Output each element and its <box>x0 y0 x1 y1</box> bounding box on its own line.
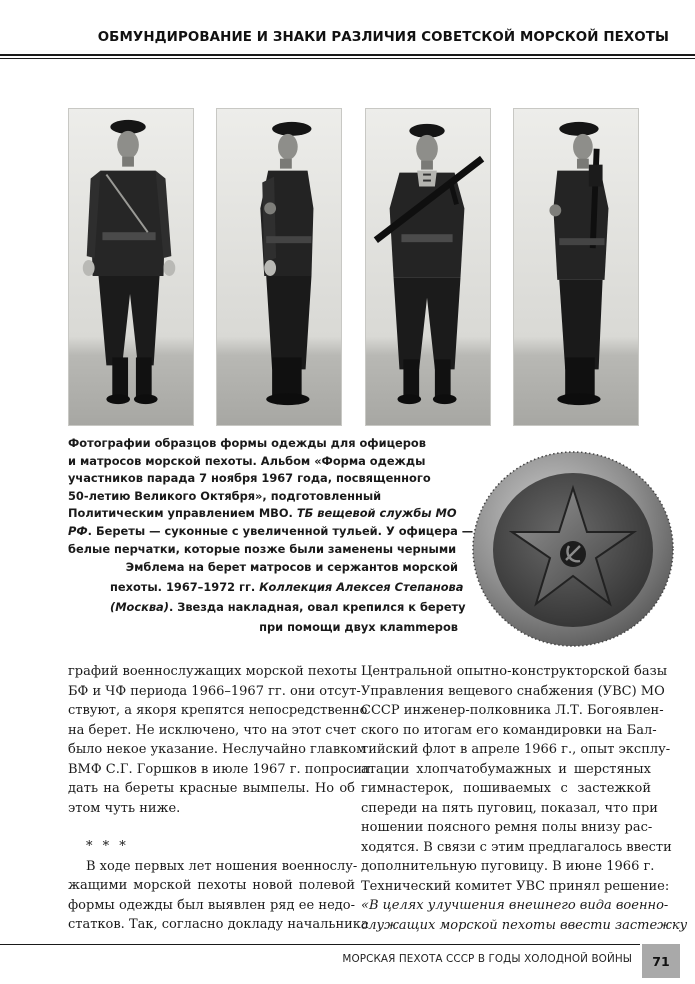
body-line: Центральной опытно-конструкторской базы <box>361 664 668 679</box>
body-line: СССР инженер-полковника Л.Т. Богоявлен- <box>361 703 664 718</box>
header-rule-thin <box>0 58 695 59</box>
caption-text: . Береты — суконные с увеличенной тульей. У офицера — <box>87 523 474 538</box>
body-line: формы одежды был выявлен ряд ее недо- <box>68 897 355 913</box>
soldier-front-photo <box>68 108 194 426</box>
quoted-line: «В целях улучшения внешнего вида военно- <box>361 898 669 913</box>
body-line: ношении поясного ремня полы внизу рас- <box>361 820 653 835</box>
soldier-side-photo <box>216 108 342 426</box>
quoted-line: служащих морской пехоты ввести застежку <box>361 917 688 933</box>
body-line: было некое указание. Неслучайно главком <box>68 742 367 757</box>
soldier-rifle-front-photo <box>365 108 491 426</box>
body-line: дать на береты красные вымпелы. Но об <box>68 781 355 796</box>
caption-source-italic: ТБ вещевой службы МО <box>296 506 457 521</box>
emblem-caption <box>110 557 466 637</box>
caption-line <box>110 597 466 617</box>
body-line: этом чуть ниже. <box>68 800 181 816</box>
body-line: атации хлопчатобумажных и шерстяных <box>361 761 651 777</box>
star-emblem-icon <box>470 446 676 652</box>
caption-line <box>68 505 468 523</box>
soldier-rifle-side-photo <box>513 108 639 426</box>
body-line: тийский флот в апреле 1966 г., опыт эксплу- <box>361 742 671 757</box>
photo-caption-uniforms <box>68 435 474 558</box>
soldier-front-icon <box>69 109 193 425</box>
body-line: Технический комитет УВС принял решение: <box>361 878 670 894</box>
body-line: ского по итогам его командировки на Бал- <box>361 722 657 738</box>
section-separator: * * * <box>86 839 129 854</box>
caption-line <box>110 577 464 597</box>
caption-source-italic: Коллекция Алексея Степанова <box>259 580 464 594</box>
caption-text: Политическим управлением МВО. <box>68 506 297 521</box>
body-line: В ходе первых лет ношения военнослу- <box>86 858 358 874</box>
body-line: Управления вещевого снабжения (УВС) МО <box>361 683 665 699</box>
running-header-title: ОБМУНДИРОВАНИЕ И ЗНАКИ РАЗЛИЧИЯ СОВЕТСКОЙ МОРСКОЙ ПЕХОТЫ <box>97 30 669 45</box>
caption-line <box>68 523 474 541</box>
body-line: статков. Так, согласно докладу начальника <box>68 917 369 932</box>
caption-text: . Звезда накладная, овал крепился к берету <box>168 600 466 614</box>
caption-line: белые перчатки, которые позже были заменены черными <box>68 541 457 556</box>
caption-line: Фотографии образцов формы одежды для офицеров <box>68 436 426 450</box>
right-text-column <box>361 662 688 935</box>
body-line: жащими морской пехоты новой полевой <box>68 878 355 893</box>
footer-rule <box>0 944 640 945</box>
soldier-side-icon <box>217 109 341 425</box>
page-number: 71 <box>642 944 680 978</box>
body-line: ВМФ С.Г. Горшков в июле 1967 г. попросил <box>68 761 371 777</box>
body-line: графий военнослужащих морской пехоты <box>68 664 357 679</box>
body-line: ходятся. В связи с этим предлагалось ввести <box>361 839 672 855</box>
caption-line: участников парада 7 ноября 1967 года, посвященного <box>68 471 431 486</box>
caption-line: Эмблема на берет матросов и сержантов морской <box>125 560 458 574</box>
body-line: ствуют, а якоря крепятся непосредственно <box>68 703 368 718</box>
body-line: БФ и ЧФ периода 1966–1967 гг. они отсут- <box>68 683 361 699</box>
soldier-rifle-side-icon <box>514 109 638 425</box>
body-line: на берет. Не исключено, что на этот счет <box>68 722 357 738</box>
beret-emblem-photo <box>470 446 676 652</box>
caption-source-italic: РФ <box>68 523 88 538</box>
caption-line: при помощи двух клammеров <box>259 620 458 634</box>
caption-source-italic: (Москва) <box>110 600 169 614</box>
caption-line: 50-летию Великого Октября», подготовленный <box>68 488 382 503</box>
caption-text: пехоты. 1967–1972 гг. <box>110 580 260 594</box>
running-footer-title: МОРСКАЯ ПЕХОТА СССР В ГОДЫ ХОЛОДНОЙ ВОЙНЫ <box>342 953 632 965</box>
header-rule <box>0 54 695 56</box>
soldier-rifle-front-icon <box>366 109 490 425</box>
body-line: дополнительную пуговицу. В июне 1966 г. <box>361 859 655 874</box>
left-text-column <box>68 662 371 935</box>
body-line: гимнастерок, пошиваемых с застежкой <box>361 781 651 796</box>
body-line: спереди на пять пуговиц, показал, что при <box>361 800 658 816</box>
paragraph-gap <box>68 818 355 837</box>
caption-line: и матросов морской пехоты. Альбом «Форма одежды <box>68 453 426 468</box>
